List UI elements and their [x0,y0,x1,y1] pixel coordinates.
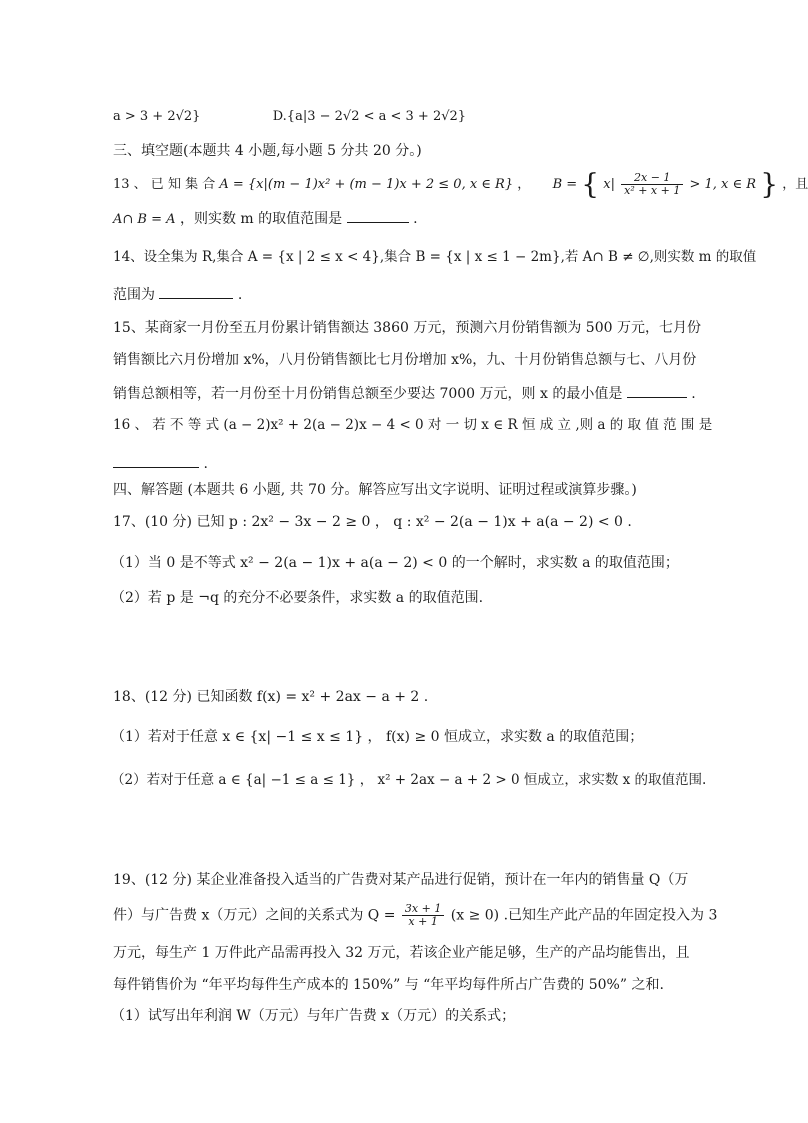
question-18-part-1: （1）若对于任意 x ∈ {x| −1 ≤ x ≤ 1} ， f(x) ≥ 0 恒成立，求实数 a 的取值范围； [111,729,644,745]
question-19-line-3: 万元，每生产 1 万件此产品需再投入 32 万元，若该企业产能足够，生产的产品均能售出，且 [113,945,690,961]
q13-end: ，且 [782,177,808,192]
q13-fraction-denominator: x² + x + 1 [624,184,681,197]
question-17-part-2: （2）若 p 是 ¬q 的充分不必要条件，求实数 a 的取值范围. [111,590,484,606]
q15-answer-blank[interactable] [627,383,687,398]
q13-set-b-condition: > 1, x ∈ R [689,177,757,192]
option-c-tail: a > 3 + 2√2} [113,109,201,124]
q14-answer-blank[interactable] [159,284,233,299]
question-18: 18、(12 分) 已知函数 f(x) = x² + 2ax − a + 2 . [113,689,429,705]
question-18-part-2: （2）若对于任意 a ∈ {a| −1 ≤ a ≤ 1} ， x² + 2ax − a + 2 > 0 恒成立，求实数 x 的取值范围. [111,772,707,788]
q19-fraction-denominator: x + 1 [408,915,438,928]
question-16-line-1: 16 、 若 不 等 式 (a − 2)x² + 2(a − 2)x − 4 < 0 对 一 切 x ∈ R 恒 成 立 ,则 a 的 取 值 范 围 是 [113,417,713,433]
question-15-line-1: 15、某商家一月份至五月份累计销售额达 3860 万元，预测六月份销售额为 500 万元，七月份 [113,320,701,336]
q16-answer-blank[interactable] [113,453,199,468]
option-line-c-d [113,107,683,127]
q13-set-b-prefix: B = [552,177,578,192]
q13-answer-blank[interactable] [347,208,409,223]
q13-condition: A∩ B = A [113,212,176,227]
q13-fraction [621,172,683,197]
question-19-part-1: （1）试写出年利润 W（万元）与年广告费 x（万元）的关系式； [111,1008,516,1024]
question-14-line-1: 14、设全集为 R,集合 A = {x | 2 ≤ x < 4},集合 B = {x | x ≤ 1 − 2m},若 A∩ B ≠ ∅,则实数 m 的取值 [113,249,757,265]
section-4-heading: 四、解答题 (本题共 6 小题, 共 70 分。解答应写出文字说明、证明过程或演算步骤。) [113,482,637,498]
question-16-line-2: . [113,453,683,474]
q13-set-a: A = {x|(m − 1)x² + (m − 1)x + 2 ≤ 0, x ∈ R} [219,177,514,192]
q13-separator: ， [517,177,531,192]
question-19-line-4: 每件销售价为 “年平均每件生产成本的 150%” 与 “年平均每件所占广告费的 50%” 之和. [113,977,664,993]
option-d: D.{a|3 − 2√2 < a < 3 + 2√2} [272,109,467,124]
question-15-line-2: 销售额比六月份增加 x%，八月份销售额比七月份增加 x%，九、十月份销售总额与七、八月份 [113,352,697,368]
q13-ask: ，则实数 m 的取值范围是 [179,211,343,227]
section-3-heading: 三、填空题(本题共 4 小题,每小题 5 分共 20 分。) [113,143,422,159]
question-17-part-1: （1）当 0 是不等式 x² − 2(a − 1)x + a(a − 2) < 0 的一个解时，求实数 a 的取值范围； [111,555,679,571]
question-19-line-1: 19、(12 分) 某企业准备投入适当的广告费对某产品进行促销，预计在一年内的销售量 Q（万 [113,872,689,888]
question-15-line-3: 销售总额相等，若一月份至十月份销售总额至少要达 7000 万元，则 x 的最小值是 . [113,383,683,404]
q19-fraction [402,903,444,928]
question-19-line-2: 件）与广告费 x（万元）之间的关系式为 Q = $\frac{3x + 1}{x + 1}$ (x ≥ 0) .已知生产此产品的年固定投入为 3 [113,902,718,928]
question-13-line-1: 13 、 已 知 集 合 A = {x|(m − 1)x² + (m − 1)x + 2 ≤ 0, x ∈ R} ， B = { x| $\frac{2x - 1}{\text{x² + x + 1}}$ > 1, x ∈ R } ，且 [113,167,808,201]
question-17: 17、(10 分) 已知 p : 2x² − 3x − 2 ≥ 0 ， q : x² − 2(a − 1)x + a(a − 2) < 0 . [113,514,632,530]
question-14-line-2: 范围为 . [113,284,683,305]
q13-prefix: 13 、 已 知 集 合 [113,177,216,192]
q13-fraction-numerator: 2x − 1 [621,172,683,185]
q13-set-b-var: x| [603,177,615,192]
question-13-line-2: A∩ B = A ，则实数 m 的取值范围是 . [113,208,683,230]
q19-fraction-numerator: 3x + 1 [402,903,444,916]
